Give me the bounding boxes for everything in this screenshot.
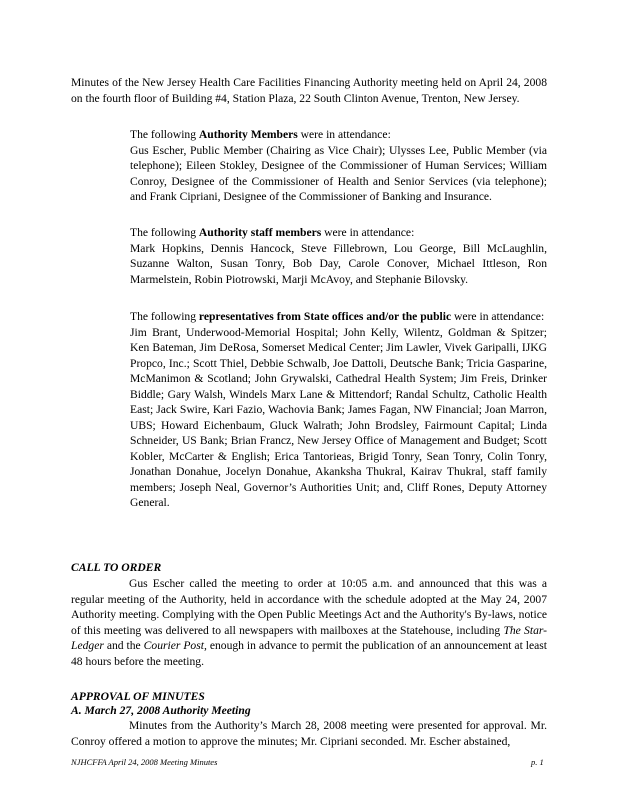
staff-label-bold: Authority staff members xyxy=(198,226,322,239)
newspaper-courier-post: Courier Post, xyxy=(143,639,207,652)
members-label: The following Authority Members were in attendance: xyxy=(130,128,391,141)
staff-list: Mark Hopkins, Dennis Hancock, Steve Fillebrown, Lou George, Bill McLaughlin, Suzanne Walton, Susan Tonry, Bob Day, Carole Conover, Michael Ittleson, Ron Marmelstein, Robin Piotrowski, Marji McAvoy, and Stephanie Bilovsky. xyxy=(130,241,547,286)
reps-list: Jim Brant, Underwood-Memorial Hospital; John Kelly, Wilentz, Goldman & Spitzer; Ken Bateman, Jim DeRosa, Somerset Medical Center; Jim Lawler, Vivek Garipalli, IJKG Propco, Inc.; Scott Thiel, Debbie Schwalb, Joe Dattoli, Deutsche Bank; Tricia Gasparine, McManimon & Scotland; John Grywalski, Cathedral Health System; Jim Freis, Drinker Biddle; Gary Walsh, Windels Marx Lane & Mittendorf; Randal Schultz, Catholic Health East; Jack Swire, Kari Fazio, Wachovia Bank; James Fagan, NW Financial; Joan Marron, UBS; Howard Eichenbaum, Gluck Walrath; John Brodsley, Fairmount Capital; Linda Schneider, US Bank; Brian Francz, New Jersey Office of Management and Budget; Scott Kobler, McCarter & English; Erica Tantorieas, Brigid Tonry, Sean Tonry, Colin Tonry, Jonathan Donahue, Jocelyn Donahue, Akanksha Thukral, Kairav Thukral, staff family members; Joseph Neal, Governor’s Authorities Unit; and, Cliff Rones, Deputy Attorney General. xyxy=(130,325,547,509)
representatives-attendance-block xyxy=(130,309,547,511)
reps-label-bold: representatives from State offices and/or the public xyxy=(198,310,452,323)
march-meeting-subheading: A. March 27, 2008 Authority Meeting xyxy=(71,704,251,717)
footer-document-title: NJHCFFA April 24, 2008 Meeting Minutes xyxy=(71,757,218,767)
reps-label: The following representatives from State offices and/or the public were in attendance: xyxy=(130,310,545,323)
approval-paragraph: Minutes from the Authority’s March 28, 2008 meeting were presented for approval. Mr. Conroy offered a motion to approve the minutes; Mr. Cipriani seconded. Mr. Escher abstained, xyxy=(71,719,547,748)
approval-of-minutes-heading: APPROVAL OF MINUTES xyxy=(71,690,205,703)
call-to-order-paragraph: Gus Escher called the meeting to order at 10:05 a.m. and announced that this was a regular meeting of the Authority, held in accordance with the schedule adopted at the May 24, 2007 Authority meeting. Complying with the Open Public Meetings Act and the Authority's By-laws, notice of this meeting was delivered to all newspapers with mailboxes at the Statehouse, including The Star-Ledger and the Courier Post, enough in advance to permit the publication of an announcement at least 48 hours before the meeting. xyxy=(71,577,548,668)
staff-attendance-block xyxy=(130,225,547,287)
call-to-order-heading: CALL TO ORDER xyxy=(71,561,162,574)
staff-label: The following Authority staff members were in attendance: xyxy=(130,226,415,239)
intro-paragraph: Minutes of the New Jersey Health Care Facilities Financing Authority meeting held on April 24, 2008 on the fourth floor of Building #4, Station Plaza, 22 South Clinton Avenue, Trenton, New Jersey. xyxy=(71,76,547,105)
members-list: Gus Escher, Public Member (Chairing as Vice Chair); Ulysses Lee, Public Member (via telephone); Eileen Stokley, Designee of the Commissioner of Human Services; William Conroy, Designee of the Commissioner of Health and Senior Services (via telephone); and Frank Cipriani, Designee of the Commissioner of Banking and Insurance. xyxy=(130,143,547,203)
members-attendance-block xyxy=(130,127,547,205)
footer-page-number: p. 1 xyxy=(531,757,544,767)
newspaper-star-ledger: The Star-Ledger xyxy=(71,623,548,652)
members-label-bold: Authority Members xyxy=(198,128,298,141)
